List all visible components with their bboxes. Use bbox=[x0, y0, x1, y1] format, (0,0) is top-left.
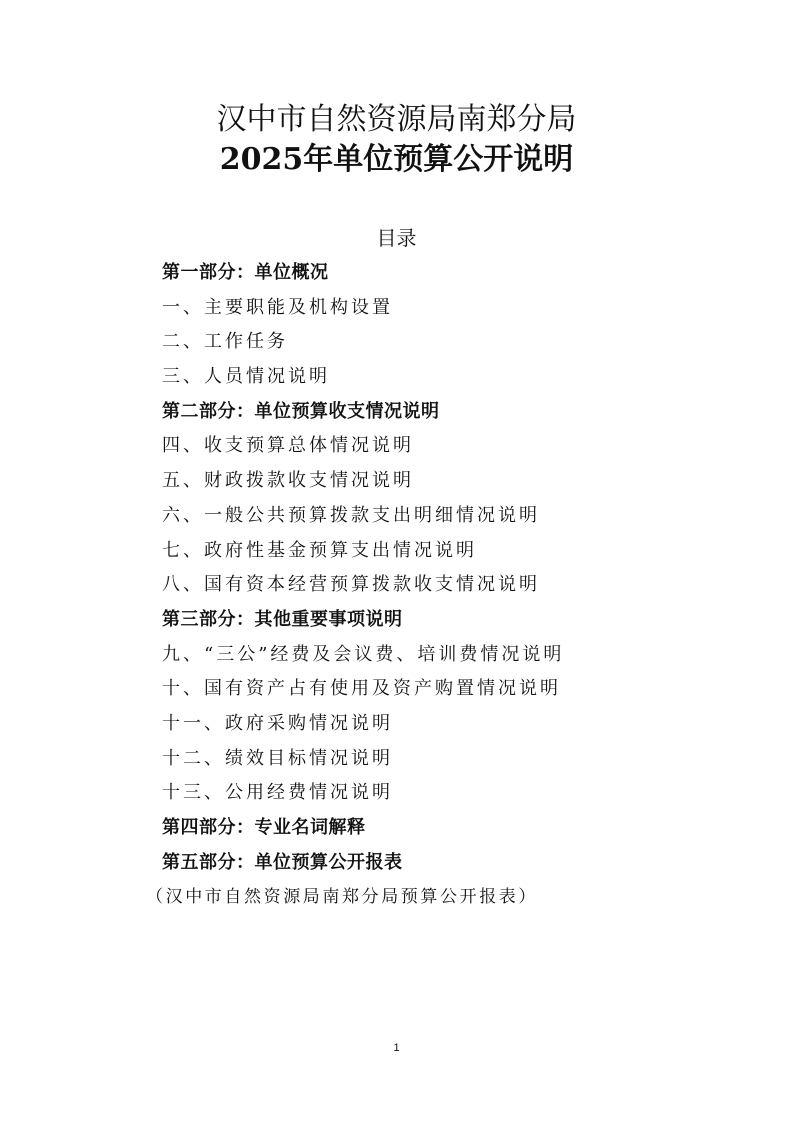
toc-item-3: 三、人员情况说明 bbox=[162, 366, 330, 388]
toc-part-2: 第二部分：单位预算收支情况说明 bbox=[162, 400, 440, 422]
toc-item-4: 四、收支预算总体情况说明 bbox=[162, 435, 414, 457]
toc-item-10: 十、国有资产占有使用及资产购置情况说明 bbox=[162, 678, 561, 700]
table-of-contents bbox=[146, 256, 565, 915]
toc-part-3: 第三部分：其他重要事项说明 bbox=[162, 608, 403, 630]
toc-note: （汉中市自然资源局南郑分局预算公开报表） bbox=[146, 887, 538, 908]
document-title-line2: 2025年单位预算公开说明 bbox=[219, 142, 574, 177]
toc-part-5: 第五部分：单位预算公开报表 bbox=[162, 851, 403, 873]
toc-item-2: 二、工作任务 bbox=[162, 331, 288, 353]
toc-item-6: 六、一般公共预算拨款支出明细情况说明 bbox=[162, 504, 540, 526]
toc-item-12: 十二、绩效目标情况说明 bbox=[162, 747, 393, 769]
toc-part-4: 第四部分：专业名词解释 bbox=[162, 817, 366, 838]
toc-part-1: 第一部分：单位概况 bbox=[162, 262, 329, 283]
toc-item-7: 七、政府性基金预算支出情况说明 bbox=[162, 539, 477, 561]
toc-item-11: 十一、政府采购情况说明 bbox=[162, 712, 393, 734]
toc-item-13: 十三、公用经费情况说明 bbox=[162, 782, 393, 804]
page-number: 1 bbox=[393, 1042, 400, 1054]
document-title-line1: 汉中市自然资源局南郑分局 bbox=[216, 102, 577, 137]
toc-heading: 目录 bbox=[376, 226, 417, 250]
toc-item-9: 九、“三公”经费及会议费、培训费情况说明 bbox=[162, 643, 565, 665]
toc-item-5: 五、财政拨款收支情况说明 bbox=[162, 470, 414, 492]
toc-item-1: 一、主要职能及机构设置 bbox=[162, 296, 393, 318]
toc-item-8: 八、国有资本经营预算拨款收支情况说明 bbox=[162, 574, 540, 596]
